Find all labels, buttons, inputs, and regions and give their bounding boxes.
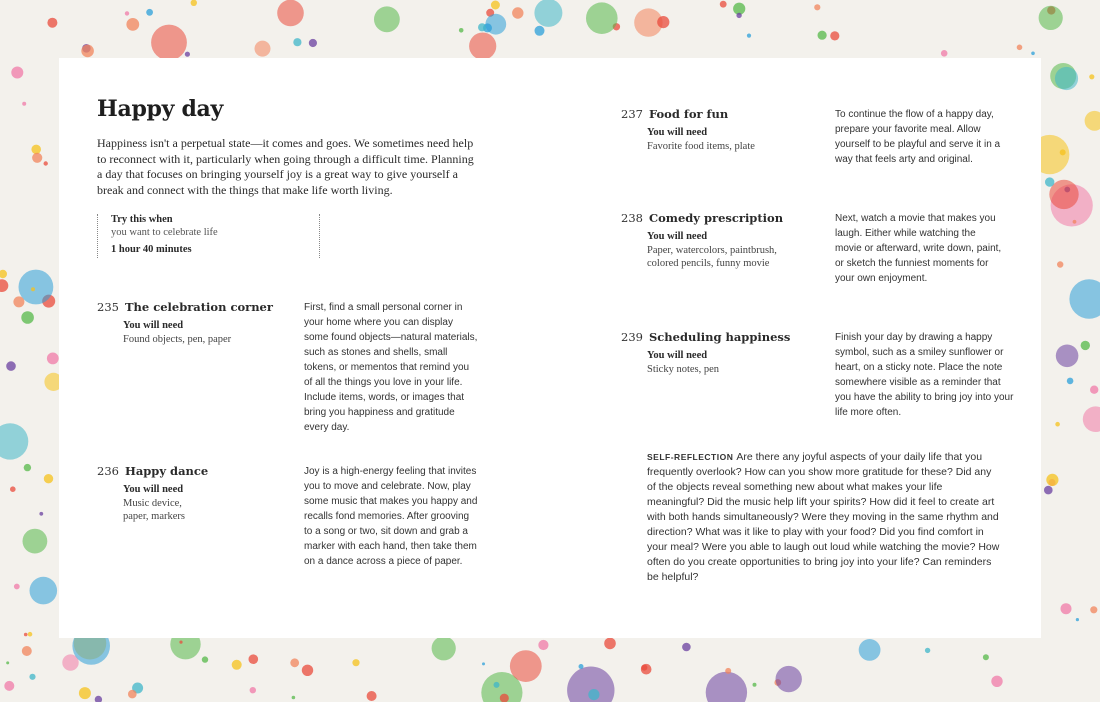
need-label: You will need — [647, 350, 708, 361]
paint-splatter — [128, 690, 137, 699]
paint-splatter — [0, 423, 28, 459]
paint-splatter — [983, 654, 989, 660]
paint-splatter — [250, 687, 256, 693]
activity-heading — [621, 107, 821, 121]
activity-heading — [97, 300, 297, 314]
paint-splatter — [682, 643, 691, 652]
activity-name: Scheduling happiness — [648, 330, 791, 344]
self-reflection-text: Are there any joyful aspects of your daily life that you frequently overlook? How can you show more gratitude for these? Did any of the objects reveal something new about what makes your life meaningful? Did the music help lift your spirits? How did it feel to create art with both hands simultaneously? Were they moving in the same rhythm and direction? What was it like to play with your food? Did you find comfort in your meal? Were you able to laugh out loud while watching the movie? How often do you create opportunities to bring joy into your life? Can reminders be helpful? — [647, 451, 1000, 583]
paint-splatter — [753, 683, 757, 687]
paint-splatter — [459, 28, 464, 33]
paint-splatter — [202, 656, 208, 662]
activity-name: Food for fun — [648, 107, 729, 121]
paint-splatter — [485, 14, 506, 35]
paint-splatter — [641, 664, 652, 675]
paint-splatter — [179, 641, 182, 644]
paint-splatter — [534, 0, 562, 27]
paint-splatter — [6, 361, 16, 371]
paint-splatter — [19, 270, 54, 305]
paint-splatter — [24, 633, 28, 637]
paint-splatter — [374, 6, 400, 32]
paint-splatter — [22, 102, 26, 106]
paint-splatter — [494, 682, 500, 688]
paint-splatter — [776, 666, 802, 692]
paint-splatter — [535, 26, 545, 36]
need-label: You will need — [123, 320, 184, 331]
paint-splatter — [538, 640, 548, 650]
paint-splatter — [30, 577, 58, 605]
paint-splatter — [1069, 279, 1100, 318]
paint-splatter — [352, 659, 359, 666]
need-label: You will need — [647, 231, 708, 242]
paint-splatter — [81, 45, 94, 58]
activity-236-description: Joy is a high-energy feeling that invites you to move and celebrate. Now, play some music that makes you happy and recalls fond memories. After grooving to a song or two, sit down and grab a marker with each hand, then take them on a dance across a piece of paper. — [304, 466, 478, 567]
need-items: Paper, watercolors, paintbrush, colored pencils, funny movie — [647, 245, 777, 269]
paint-splatter — [125, 11, 129, 15]
self-reflection-label: SELF-REFLECTION — [647, 452, 734, 462]
try-this-value: you want to celebrate life — [111, 227, 218, 238]
activity-238 — [621, 211, 821, 270]
paint-splatter — [11, 67, 23, 79]
paint-splatter — [47, 18, 57, 28]
paint-splatter — [79, 687, 91, 699]
book-page — [59, 58, 1041, 638]
paint-splatter — [1090, 606, 1097, 613]
paint-splatter — [6, 661, 9, 664]
paint-splatter — [95, 696, 102, 702]
paint-splatter — [925, 648, 930, 653]
paint-splatter — [1044, 486, 1053, 495]
activity-number: 239 — [621, 330, 643, 344]
paint-splatter — [31, 287, 35, 291]
paint-splatter — [747, 34, 751, 38]
paint-splatter — [39, 512, 43, 516]
paint-splatter — [1081, 341, 1090, 350]
paint-splatter — [830, 31, 839, 40]
activity-236 — [97, 464, 227, 523]
paint-splatter — [1057, 261, 1063, 267]
paint-splatter — [1089, 74, 1094, 79]
activity-239 — [621, 330, 821, 376]
paint-splatter — [367, 691, 377, 701]
paint-splatter — [0, 279, 8, 292]
paint-splatter — [941, 50, 948, 57]
paint-splatter — [512, 7, 523, 18]
paint-splatter — [478, 23, 486, 31]
paint-splatter — [14, 584, 20, 590]
paint-splatter — [1055, 67, 1078, 90]
paint-splatter — [657, 16, 669, 28]
paint-splatter — [1085, 111, 1100, 131]
paint-splatter — [1090, 386, 1098, 394]
paint-splatter — [146, 9, 153, 16]
activity-name: Comedy prescription — [648, 211, 784, 225]
paint-splatter — [191, 0, 197, 6]
paint-splatter — [588, 689, 599, 700]
paint-splatter — [0, 270, 7, 278]
paint-splatter — [736, 13, 741, 18]
paint-splatter — [29, 674, 35, 680]
paint-splatter — [277, 0, 304, 26]
paint-splatter — [1056, 345, 1079, 368]
activity-238-description: Next, watch a movie that makes you laugh. Either while watching the movie or afterward, write down, paint, or sketch the funniest moments for your own enjoyment. — [835, 213, 1002, 284]
need-label: You will need — [123, 484, 184, 495]
paint-splatter — [44, 161, 48, 165]
paint-splatter — [1046, 474, 1058, 486]
paint-splatter — [482, 662, 485, 665]
activity-heading — [621, 330, 821, 344]
paint-splatter — [21, 311, 34, 324]
paint-splatter — [1076, 618, 1079, 621]
need-items: Music device, paper, markers — [123, 498, 185, 522]
paint-splatter — [604, 638, 616, 650]
paint-splatter — [1061, 603, 1072, 614]
paint-splatter — [1060, 149, 1066, 155]
activity-name: The celebration corner — [124, 300, 273, 314]
paint-splatter — [1031, 52, 1035, 56]
paint-splatter — [44, 474, 53, 483]
try-this-label: Try this when — [111, 214, 173, 225]
activity-239-description: Finish your day by drawing a happy symbol, such as a smiley sunflower or heart, on a sticky note. Place the note somewhere visible as a reminder that you have the ability to bring joy into your life more often. — [835, 332, 1014, 418]
paint-splatter — [1067, 378, 1074, 385]
duration: 1 hour 40 minutes — [111, 244, 192, 255]
paint-splatter — [720, 1, 727, 8]
paint-splatter — [309, 39, 317, 47]
activity-237-description: To continue the flow of a happy day, prepare your favorite meal. Allow yourself to be playful and serve it in a way that feels arty and original. — [835, 109, 1001, 165]
page-title: Happy day — [97, 96, 223, 122]
paint-splatter — [725, 668, 731, 674]
paint-splatter — [491, 1, 500, 10]
paint-splatter — [818, 31, 827, 40]
need-label: You will need — [647, 127, 708, 138]
paint-splatter — [232, 660, 242, 670]
paint-splatter — [22, 646, 32, 656]
self-reflection — [647, 450, 1002, 585]
intro-paragraph: Happiness isn't a perpetual state—it comes and goes. We sometimes need help to reconnect with it, particularly when going through a difficult time. Planning a day that focuses on bringing yourself joy is a great way to give yourself a break and connect with the things that make life worth living. — [97, 136, 474, 197]
paint-splatter — [814, 4, 820, 10]
paint-splatter — [469, 33, 496, 60]
need-items: Favorite food items, plate — [647, 141, 755, 152]
paint-splatter — [1083, 406, 1100, 432]
paint-splatter — [47, 353, 59, 365]
paint-splatter — [32, 153, 42, 163]
activity-heading — [97, 464, 227, 478]
paint-splatter — [4, 681, 14, 691]
paint-splatter — [579, 664, 584, 669]
activity-name: Happy dance — [124, 464, 209, 478]
paint-splatter — [1017, 45, 1023, 51]
paint-splatter — [185, 52, 190, 57]
paint-splatter — [10, 486, 16, 492]
paint-splatter — [1055, 422, 1060, 427]
paint-splatter — [859, 639, 881, 661]
paint-splatter — [1045, 177, 1054, 186]
paint-splatter — [1073, 220, 1077, 224]
activity-235 — [97, 300, 297, 346]
paint-splatter — [292, 696, 296, 700]
paint-splatter — [28, 632, 33, 637]
paint-splatter — [991, 676, 1002, 687]
paint-splatter — [290, 658, 299, 667]
activity-number: 235 — [97, 300, 119, 314]
activity-235-description: First, find a small personal corner in your home where you can display some found objects—natural materials, such as stones and shells, small tokens, or mementos that remind you of all the things you love in your life. Include items, words, or images that bring you happiness and gratitude every day. — [304, 302, 478, 433]
paint-splatter — [302, 665, 313, 676]
paint-splatter — [510, 650, 542, 682]
need-items: Found objects, pen, paper — [123, 334, 232, 345]
paint-splatter — [249, 654, 259, 664]
paint-splatter — [13, 296, 24, 307]
paint-splatter — [255, 41, 271, 57]
paint-splatter — [1039, 6, 1063, 30]
activity-number: 238 — [621, 211, 643, 225]
paint-splatter — [293, 38, 301, 46]
paint-splatter — [586, 2, 618, 34]
paint-splatter — [23, 529, 48, 554]
try-this-box — [97, 214, 320, 258]
activity-237 — [621, 107, 821, 153]
paint-splatter — [126, 18, 139, 31]
paint-splatter — [31, 145, 41, 155]
paint-splatter — [151, 25, 187, 61]
paint-splatter — [432, 636, 456, 660]
activity-heading — [621, 211, 821, 225]
paint-splatter — [706, 672, 747, 702]
activity-number: 237 — [621, 107, 643, 121]
activity-number: 236 — [97, 464, 119, 478]
paint-splatter — [24, 464, 31, 471]
need-items: Sticky notes, pen — [647, 364, 720, 375]
